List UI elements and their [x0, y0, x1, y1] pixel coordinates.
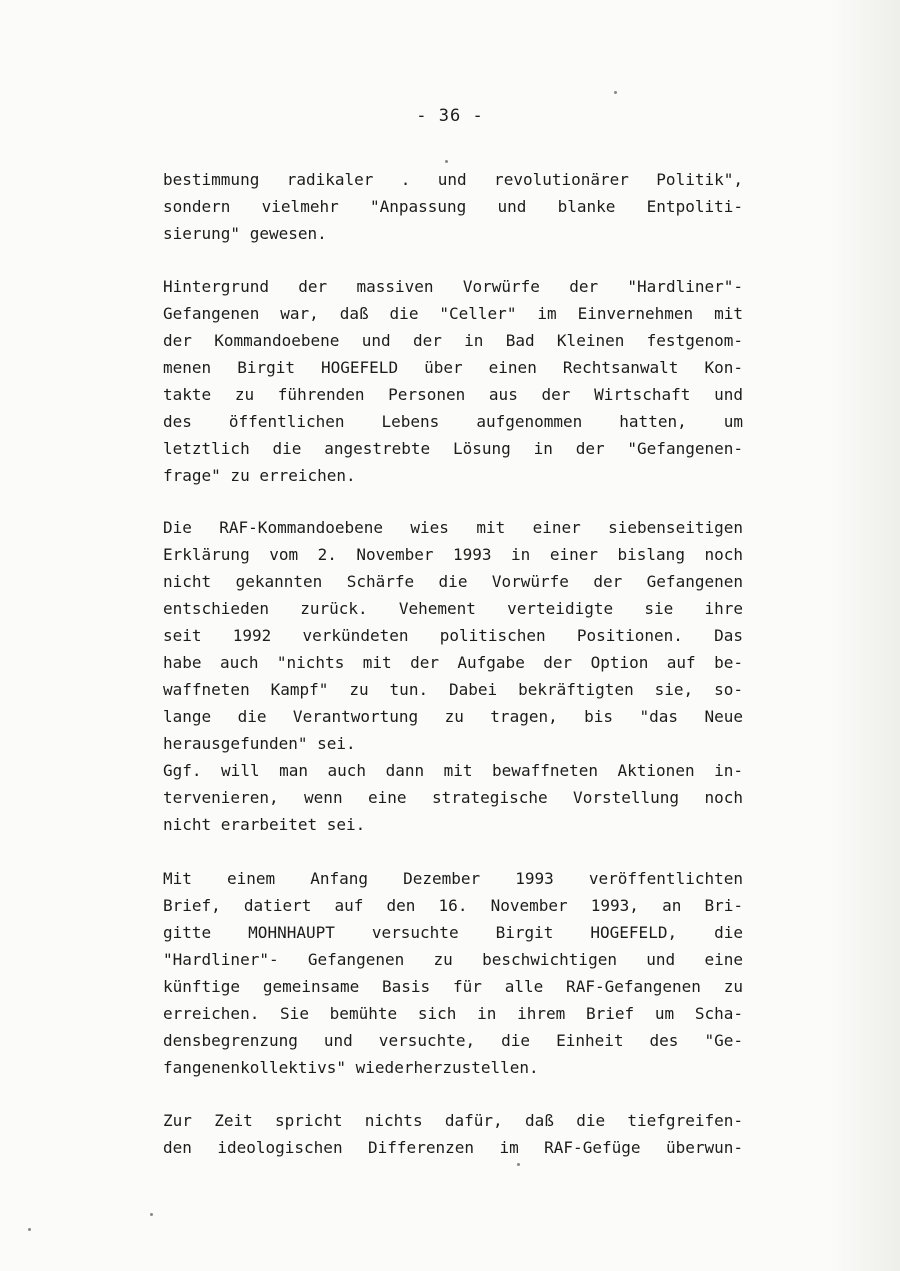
- text-line: Zur Zeit spricht nichts dafür, daß die tiefgreifen-: [163, 1111, 743, 1130]
- text-line: takte zu führenden Personen aus der Wirtschaft und: [163, 385, 743, 404]
- text-line: künftige gemeinsame Basis für alle RAF-Gefangenen zu: [163, 977, 743, 996]
- text-line: densbegrenzung und versuchte, die Einheit des "Ge-: [163, 1031, 743, 1050]
- text-line: habe auch "nichts mit der Aufgabe der Option auf be-: [163, 653, 743, 672]
- scan-speck: [445, 160, 448, 163]
- text-line: entschieden zurück. Vehement verteidigte sie ihre: [163, 599, 743, 618]
- text-line: lange die Verantwortung zu tragen, bis "das Neue: [163, 707, 743, 726]
- text-line: sierung" gewesen.: [163, 224, 327, 243]
- page-number: - 36 -: [416, 106, 484, 126]
- scan-speck: [150, 1213, 153, 1216]
- text-line: herausgefunden" sei.: [163, 734, 356, 753]
- text-line: sondern vielmehr "Anpassung und blanke Entpoliti-: [163, 197, 743, 216]
- text-line: Hintergrund der massiven Vorwürfe der "Hardliner"-: [163, 277, 743, 296]
- paragraph-2: [163, 273, 743, 489]
- text-line: bestimmung radikaler . und revolutionärer Politik",: [163, 170, 743, 189]
- scan-speck: [614, 91, 617, 94]
- text-line: den ideologischen Differenzen im RAF-Gefüge überwun-: [163, 1138, 743, 1157]
- scan-shadow-edge: [830, 0, 900, 1271]
- text-line: waffneten Kampf" zu tun. Dabei bekräftigten sie, so-: [163, 680, 743, 699]
- text-line: Die RAF-Kommandoebene wies mit einer siebenseitigen: [163, 518, 743, 537]
- text-line: erreichen. Sie bemühte sich in ihrem Brief um Scha-: [163, 1004, 743, 1023]
- text-line: des öffentlichen Lebens aufgenommen hatten, um: [163, 412, 743, 431]
- text-line: seit 1992 verkündeten politischen Positionen. Das: [163, 626, 743, 645]
- paragraph-5: [163, 1107, 743, 1161]
- text-line: Erklärung vom 2. November 1993 in einer bislang noch: [163, 545, 743, 564]
- text-line: nicht erarbeitet sei.: [163, 815, 366, 834]
- paragraph-1: [163, 166, 743, 247]
- text-line: Ggf. will man auch dann mit bewaffneten Aktionen in-: [163, 761, 743, 780]
- text-line: fangenenkollektivs" wiederherzustellen.: [163, 1058, 539, 1077]
- text-line: der Kommandoebene und der in Bad Kleinen festgenom-: [163, 331, 743, 350]
- text-line: frage" zu erreichen.: [163, 466, 356, 485]
- text-line: tervenieren, wenn eine strategische Vorstellung noch: [163, 788, 743, 807]
- text-line: nicht gekannten Schärfe die Vorwürfe der Gefangenen: [163, 572, 743, 591]
- paragraph-4: [163, 865, 743, 1081]
- text-line: Mit einem Anfang Dezember 1993 veröffentlichten: [163, 869, 743, 888]
- text-line: "Hardliner"- Gefangenen zu beschwichtigen und eine: [163, 950, 743, 969]
- text-line: Brief, datiert auf den 16. November 1993, an Bri-: [163, 896, 743, 915]
- text-line: letztlich die angestrebte Lösung in der "Gefangenen-: [163, 439, 743, 458]
- scan-speck: [28, 1228, 31, 1231]
- text-line: menen Birgit HOGEFELD über einen Rechtsanwalt Kon-: [163, 358, 743, 377]
- text-line: gitte MOHNHAUPT versuchte Birgit HOGEFELD, die: [163, 923, 743, 942]
- paragraph-3: [163, 514, 743, 838]
- text-line: Gefangenen war, daß die "Celler" im Einvernehmen mit: [163, 304, 743, 323]
- scan-speck: [517, 1163, 520, 1166]
